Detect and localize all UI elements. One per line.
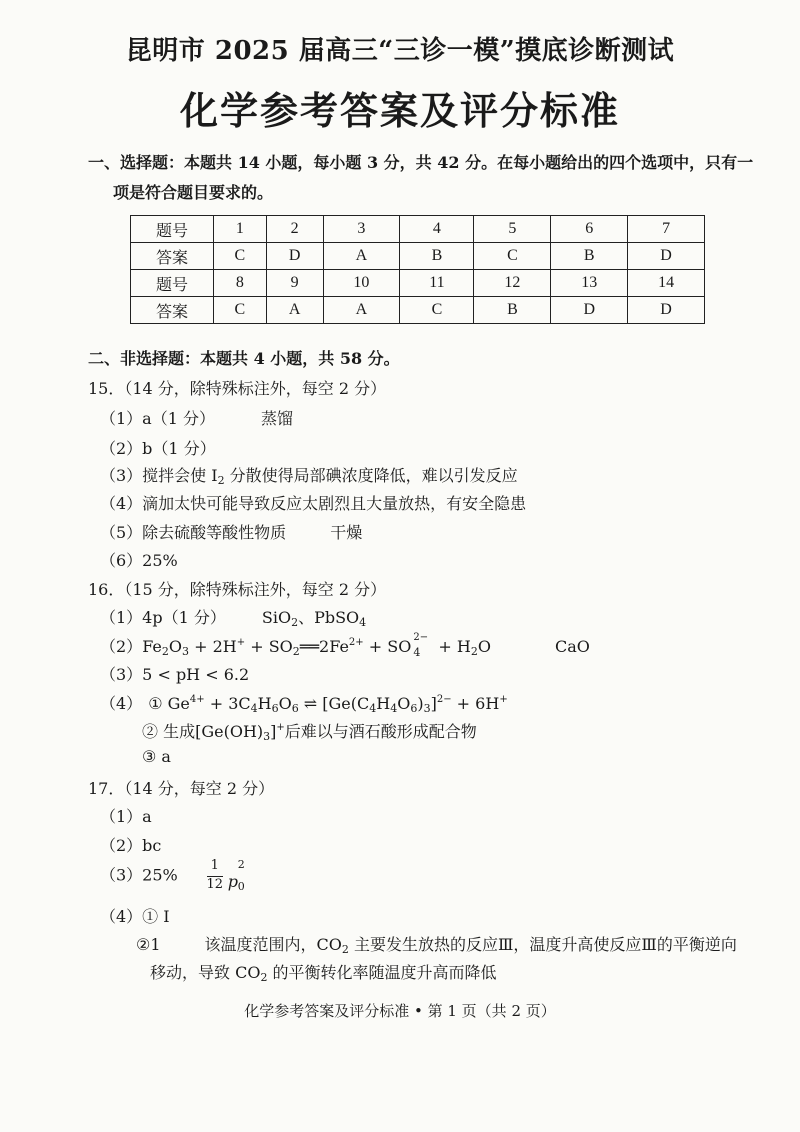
eq-part: O bbox=[397, 694, 411, 713]
fraction-one-twelfth bbox=[204, 858, 226, 894]
q16-a2-label: （2） bbox=[100, 637, 143, 656]
q17-a1: （1）a bbox=[100, 807, 152, 826]
eq-sub: 3 bbox=[263, 730, 271, 743]
row-header-cell: 答案 bbox=[131, 243, 214, 270]
q15-a6: （6）25% bbox=[100, 551, 178, 570]
eq-part: ══2Fe bbox=[299, 637, 349, 656]
eq-part: H bbox=[376, 694, 391, 713]
eq-sup: + bbox=[236, 637, 246, 648]
q15-a2: （2）b（1 分） bbox=[100, 439, 216, 458]
eq-part: 后难以与酒石酸形成配合物 bbox=[284, 722, 477, 741]
eq-part: ② 生成[Ge(OH) bbox=[142, 722, 264, 741]
eq-sub: 4 bbox=[369, 702, 377, 715]
q17-a4-2-t1: 该温度范围内，CO bbox=[204, 935, 342, 954]
q16-a1-s2: 4 bbox=[359, 616, 367, 629]
answer-cell: B bbox=[551, 243, 628, 270]
eq-part: + SO bbox=[245, 637, 293, 656]
eq-part: + 3C bbox=[204, 694, 251, 713]
answer-cell: C bbox=[214, 243, 267, 270]
eq-sup: 2− bbox=[413, 631, 429, 643]
q16-a1 bbox=[100, 605, 366, 629]
eq-sub: 6 bbox=[271, 702, 279, 715]
question-number-cell: 8 bbox=[214, 270, 267, 297]
question-number-cell: 11 bbox=[400, 270, 474, 297]
eq-part: H bbox=[257, 694, 272, 713]
eq-part: ) bbox=[417, 694, 424, 713]
q15-a1-label: （1）a（1 分） bbox=[100, 409, 215, 428]
answer-row bbox=[131, 243, 705, 270]
answer-cell: D bbox=[266, 243, 323, 270]
q15-a3-post: 分散使得局部碘浓度降低，难以引发反应 bbox=[224, 466, 518, 485]
row-header-cell: 答案 bbox=[131, 297, 214, 324]
question-number-cell: 13 bbox=[551, 270, 628, 297]
eq-sup: + bbox=[276, 722, 285, 733]
q17-a4-2-t3: 移动，导致 CO bbox=[150, 963, 261, 982]
question-number-cell: 10 bbox=[323, 270, 400, 297]
eq-sub: 6 bbox=[291, 702, 299, 715]
q17-a4-2 bbox=[136, 932, 737, 956]
q15-a5-text: 干燥 bbox=[330, 523, 363, 542]
question-number-row bbox=[131, 216, 705, 243]
q17-a4-2-label: ②1 bbox=[136, 935, 161, 954]
eq-part: ] bbox=[270, 722, 277, 741]
question-number-cell: 6 bbox=[551, 216, 628, 243]
q16-head: 16．（15 分，除特殊标注外，每空 2 分） bbox=[88, 580, 387, 599]
q15-a1 bbox=[100, 406, 293, 429]
eq-sub: 2 bbox=[161, 645, 169, 658]
eq-sub: 2 bbox=[292, 645, 300, 658]
q15-a3 bbox=[100, 463, 518, 487]
question-number-cell: 14 bbox=[628, 270, 705, 297]
q16-a2 bbox=[100, 631, 590, 659]
eq-part: O bbox=[278, 694, 292, 713]
document-title: 化学参考答案及评分标准 bbox=[179, 88, 620, 133]
q15-head: 15．（14 分，除特殊标注外，每空 2 分） bbox=[88, 379, 387, 398]
question-number-cell: 2 bbox=[266, 216, 323, 243]
question-number-cell: 12 bbox=[474, 270, 551, 297]
sulfate-charge-stack bbox=[411, 631, 433, 659]
q17-a4-2-t2: 主要发生放热的反应Ⅲ，温度升高使反应Ⅲ的平衡逆向 bbox=[348, 935, 737, 954]
eq-part: O bbox=[168, 637, 183, 656]
q17-a3-label: （3）25% bbox=[100, 865, 178, 885]
section1-line2: 项是符合题目要求的。 bbox=[113, 183, 274, 202]
eq-sub: 4 bbox=[390, 702, 398, 715]
exam-title: 昆明市 2025 届高三“三诊一模”摸底诊断测试 bbox=[125, 36, 675, 66]
q16-a4-3: ③ a bbox=[142, 747, 171, 766]
p0-squared bbox=[226, 858, 252, 894]
answer-cell: A bbox=[323, 243, 400, 270]
eq-part: ⇌ [Ge(C bbox=[298, 694, 370, 713]
answer-cell: B bbox=[474, 297, 551, 324]
q17-a4-1: （4）① I bbox=[100, 907, 170, 926]
q16-a1-f1: SiO bbox=[261, 608, 292, 627]
q16-a4-label: （4） bbox=[100, 694, 143, 713]
row-header-cell: 题号 bbox=[131, 216, 214, 243]
q16-a3: （3）5 < pH < 6.2 bbox=[100, 665, 250, 684]
q16-a1-s1: 2 bbox=[291, 616, 299, 629]
eq-sub: 4 bbox=[413, 645, 421, 659]
fraction-numerator: 1 bbox=[210, 858, 219, 873]
eq-part: O bbox=[477, 637, 491, 656]
q17-a4-2-s1: 2 bbox=[341, 943, 349, 956]
q17-head: 17．（14 分，每空 2 分） bbox=[88, 779, 275, 798]
p0-subscript: 0 bbox=[237, 880, 245, 893]
eq-part: Fe bbox=[142, 637, 162, 656]
eq-part: + 6H bbox=[451, 694, 500, 713]
q16-a4-1 bbox=[100, 691, 508, 715]
answer-cell: A bbox=[266, 297, 323, 324]
question-number-row bbox=[131, 270, 705, 297]
eq-part: + 2H bbox=[189, 637, 237, 656]
answer-cell: C bbox=[400, 297, 474, 324]
question-number-cell: 1 bbox=[214, 216, 267, 243]
q15-a3-sub: 2 bbox=[217, 474, 225, 487]
answer-cell: C bbox=[474, 243, 551, 270]
question-number-cell: 7 bbox=[628, 216, 705, 243]
q15-a1-text: 蒸馏 bbox=[261, 409, 294, 428]
answer-cell: D bbox=[628, 297, 705, 324]
q15-a3-pre: （3）搅拌会使 I bbox=[100, 466, 218, 485]
section1-line1: 一、选择题：本题共 14 小题，每小题 3 分，共 42 分。在每小题给出的四个选项中，只有一 bbox=[88, 153, 754, 172]
fraction-denominator: 12 bbox=[206, 877, 224, 892]
q16-a4-2 bbox=[142, 719, 477, 743]
answer-table bbox=[130, 215, 705, 324]
eq-part: ① Ge bbox=[148, 694, 190, 713]
answer-cell: A bbox=[323, 297, 400, 324]
q15-a5-label: （5）除去硫酸等酸性物质 bbox=[100, 523, 287, 542]
eq-sub: 3 bbox=[182, 645, 190, 658]
question-number-cell: 5 bbox=[474, 216, 551, 243]
q17-a2: （2）bc bbox=[100, 836, 162, 855]
eq-part: + H bbox=[433, 637, 471, 656]
answer-row bbox=[131, 297, 705, 324]
answer-cell: C bbox=[214, 297, 267, 324]
question-number-cell: 9 bbox=[266, 270, 323, 297]
question-number-cell: 4 bbox=[400, 216, 474, 243]
q15-a5 bbox=[100, 520, 362, 543]
q16-a1-label: （1）4p（1 分） bbox=[100, 608, 226, 627]
answer-cell: D bbox=[628, 243, 705, 270]
eq-sub: 2 bbox=[470, 645, 478, 658]
row-header-cell: 题号 bbox=[131, 270, 214, 297]
eq-sup: 4+ bbox=[189, 694, 205, 705]
eq-sub: 4 bbox=[250, 702, 258, 715]
question-number-cell: 3 bbox=[323, 216, 400, 243]
eq-sup: + bbox=[499, 694, 508, 705]
q17-a3 bbox=[100, 858, 252, 894]
q17-a4-2-s2: 2 bbox=[260, 971, 268, 984]
p0-base: p bbox=[227, 872, 238, 891]
answer-cell: B bbox=[400, 243, 474, 270]
q15-a4: （4）滴加太快可能导致反应太剧烈且大量放热，有安全隐患 bbox=[100, 494, 527, 513]
eq-sub: 6 bbox=[410, 702, 418, 715]
q17-a4-2-t4: 的平衡转化率随温度升高而降低 bbox=[267, 963, 497, 982]
eq-sup: 2− bbox=[436, 694, 452, 705]
eq-sup: 2+ bbox=[348, 637, 364, 648]
section2-title: 二、非选择题：本题共 4 小题，共 58 分。 bbox=[88, 349, 400, 368]
q16-a1-sep: 、PbSO bbox=[298, 608, 360, 627]
eq-sub: 3 bbox=[423, 702, 431, 715]
eq-part: + SO bbox=[363, 637, 412, 656]
q17-a4-2-cont bbox=[150, 960, 497, 984]
eq-part: ] bbox=[430, 694, 437, 713]
answer-cell: D bbox=[551, 297, 628, 324]
p0-exponent: 2 bbox=[237, 858, 245, 871]
q16-a2-extra: CaO bbox=[554, 637, 590, 656]
page-footer: 化学参考答案及评分标准 • 第 1 页（共 2 页） bbox=[244, 1002, 556, 1020]
